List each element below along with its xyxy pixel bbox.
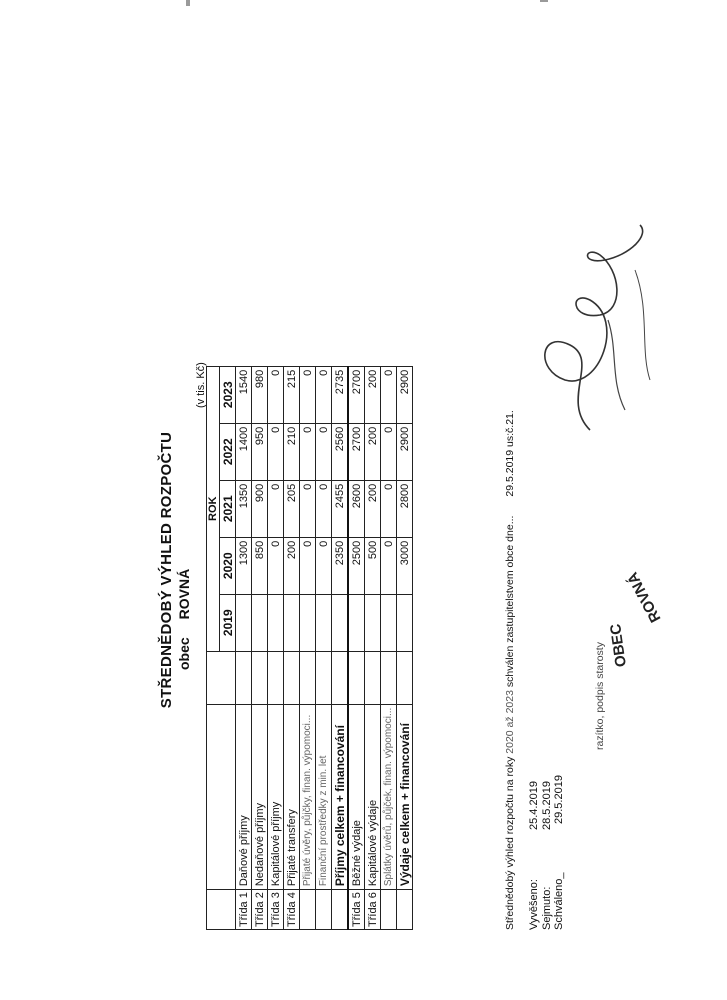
row-label: Běžné výdaje xyxy=(348,704,365,889)
row-value: 2700 xyxy=(348,366,365,423)
posting-dates xyxy=(528,754,566,930)
row-label: Daňové příjmy xyxy=(236,704,252,889)
sejmuto-label: Sejmuto: xyxy=(540,886,553,930)
row-value: 0 xyxy=(268,423,284,480)
row-value: 200 xyxy=(365,366,381,423)
row-value: 2600 xyxy=(348,480,365,537)
table-row xyxy=(316,366,332,929)
row-value xyxy=(397,594,413,651)
table-row xyxy=(236,366,252,929)
budget-table xyxy=(206,366,413,930)
row-value xyxy=(365,594,381,651)
row-value: 0 xyxy=(300,480,316,537)
sejmuto-value: 28.5.2019 xyxy=(540,781,553,830)
row-value: 2700 xyxy=(348,423,365,480)
table-row xyxy=(284,366,300,929)
schvaleno-value: 29.5.2019 xyxy=(553,775,565,824)
row-label: Splátky úvěrů, půjček, finan. výpomoci... xyxy=(381,704,397,889)
row-value: 2350 xyxy=(332,537,349,594)
row-value: 950 xyxy=(252,423,268,480)
row-value: 0 xyxy=(268,480,284,537)
row-value: 2900 xyxy=(397,423,413,480)
unit-note: (v tis. Kč) xyxy=(195,362,207,408)
table-row xyxy=(332,366,349,929)
row-value: 210 xyxy=(284,423,300,480)
seal-text-top: OBEC xyxy=(607,622,630,669)
row-label: Příjmy celkem + financování xyxy=(332,704,349,889)
table-row xyxy=(300,366,316,929)
row-class: Třída 3 xyxy=(268,890,284,930)
row-spacer xyxy=(284,651,300,704)
row-value: 200 xyxy=(365,423,381,480)
row-value: 0 xyxy=(381,480,397,537)
row-value: 0 xyxy=(316,366,332,423)
vyveseno-value: 25.4.2019 xyxy=(528,781,540,830)
row-class: Třída 5 xyxy=(348,890,365,930)
row-value: 0 xyxy=(381,537,397,594)
row-spacer xyxy=(236,651,252,704)
row-class: Třída 4 xyxy=(284,890,300,930)
year-header: 2023 xyxy=(220,366,236,423)
row-value xyxy=(236,594,252,651)
statement-suffix: schválen zastupitelstvem obce dne... xyxy=(504,515,516,688)
row-value: 2735 xyxy=(332,366,349,423)
table-header-rok xyxy=(207,366,220,929)
row-value xyxy=(332,594,349,651)
row-spacer xyxy=(268,651,284,704)
document-title: STŘEDNĚDOBÝ VÝHLED ROZPOČTU xyxy=(158,431,175,709)
table-row xyxy=(397,366,413,929)
row-class: Třída 1 xyxy=(236,890,252,930)
obec-label: obec xyxy=(176,637,192,670)
rok-header: ROK xyxy=(207,366,220,651)
row-value xyxy=(348,594,365,651)
row-value: 0 xyxy=(316,537,332,594)
row-class: Třída 2 xyxy=(252,890,268,930)
row-label: Finanční prostředky z min. let xyxy=(316,704,332,889)
row-class xyxy=(397,890,413,930)
statement-prefix: Střednědobý výhled rozpočtu na roky xyxy=(504,756,516,930)
row-spacer xyxy=(332,651,349,704)
vyveseno-label: Vyvěšeno: xyxy=(528,879,540,930)
row-spacer xyxy=(381,651,397,704)
row-value: 2455 xyxy=(332,480,349,537)
row-value: 0 xyxy=(381,366,397,423)
row-value: 0 xyxy=(268,366,284,423)
statement-date: 29.5.2019 us:č.21. xyxy=(504,410,516,497)
row-value: 850 xyxy=(252,537,268,594)
row-value: 2800 xyxy=(397,480,413,537)
table-row xyxy=(348,366,365,929)
row-spacer xyxy=(316,651,332,704)
row-spacer xyxy=(397,651,413,704)
row-spacer xyxy=(300,651,316,704)
row-value: 1540 xyxy=(236,366,252,423)
row-value: 200 xyxy=(365,480,381,537)
year-header: 2020 xyxy=(220,537,236,594)
row-value xyxy=(268,594,284,651)
row-value: 0 xyxy=(268,537,284,594)
row-value: 200 xyxy=(284,537,300,594)
statement-years: 2020 až 2023 xyxy=(504,690,516,754)
row-spacer xyxy=(252,651,268,704)
row-value: 0 xyxy=(381,423,397,480)
row-value: 0 xyxy=(300,537,316,594)
row-label: Přijaté transfery xyxy=(284,704,300,889)
row-value: 1300 xyxy=(236,537,252,594)
row-label: Kapitálové výdaje xyxy=(365,704,381,889)
row-value xyxy=(316,594,332,651)
row-value: 1350 xyxy=(236,480,252,537)
municipality-line xyxy=(176,569,192,670)
row-value: 500 xyxy=(365,537,381,594)
row-label: Nedaňové příjmy xyxy=(252,704,268,889)
row-value: 980 xyxy=(252,366,268,423)
row-value: 215 xyxy=(284,366,300,423)
row-label: Přijaté úvěry, půjčky, finan. výpomoci... xyxy=(300,704,316,889)
row-value: 0 xyxy=(300,366,316,423)
seal-text-bottom: ROVNÁ xyxy=(624,569,665,626)
row-spacer xyxy=(348,651,365,704)
row-value: 3000 xyxy=(397,537,413,594)
table-row xyxy=(268,366,284,929)
row-spacer xyxy=(365,651,381,704)
row-value xyxy=(381,594,397,651)
row-value xyxy=(252,594,268,651)
year-header: 2021 xyxy=(220,480,236,537)
row-value: 1400 xyxy=(236,423,252,480)
row-value: 2900 xyxy=(397,366,413,423)
table-row xyxy=(381,366,397,929)
row-value: 0 xyxy=(316,423,332,480)
row-class xyxy=(316,890,332,930)
stamp-note: razítko, podpis starosty xyxy=(594,642,606,750)
year-header: 2022 xyxy=(220,423,236,480)
row-class: Třída 6 xyxy=(365,890,381,930)
obec-name: ROVNÁ xyxy=(176,568,192,620)
row-value: 2500 xyxy=(348,537,365,594)
row-label: Výdaje celkem + financování xyxy=(397,704,413,889)
table-row xyxy=(365,366,381,929)
row-value xyxy=(300,594,316,651)
row-class xyxy=(381,890,397,930)
schvaleno-label: Schváleno_ xyxy=(553,872,565,930)
table-header-years xyxy=(220,366,236,929)
row-label: Kapitálové příjmy xyxy=(268,704,284,889)
row-value: 0 xyxy=(300,423,316,480)
row-value: 0 xyxy=(316,480,332,537)
row-class xyxy=(332,890,349,930)
table-row xyxy=(252,366,268,929)
mayor-signature xyxy=(530,210,680,440)
row-class xyxy=(300,890,316,930)
row-value xyxy=(284,594,300,651)
row-value: 205 xyxy=(284,480,300,537)
row-value: 2560 xyxy=(332,423,349,480)
row-value: 900 xyxy=(252,480,268,537)
municipal-seal-stamp xyxy=(605,555,675,675)
year-header: 2019 xyxy=(220,594,236,651)
approval-statement xyxy=(504,410,516,930)
